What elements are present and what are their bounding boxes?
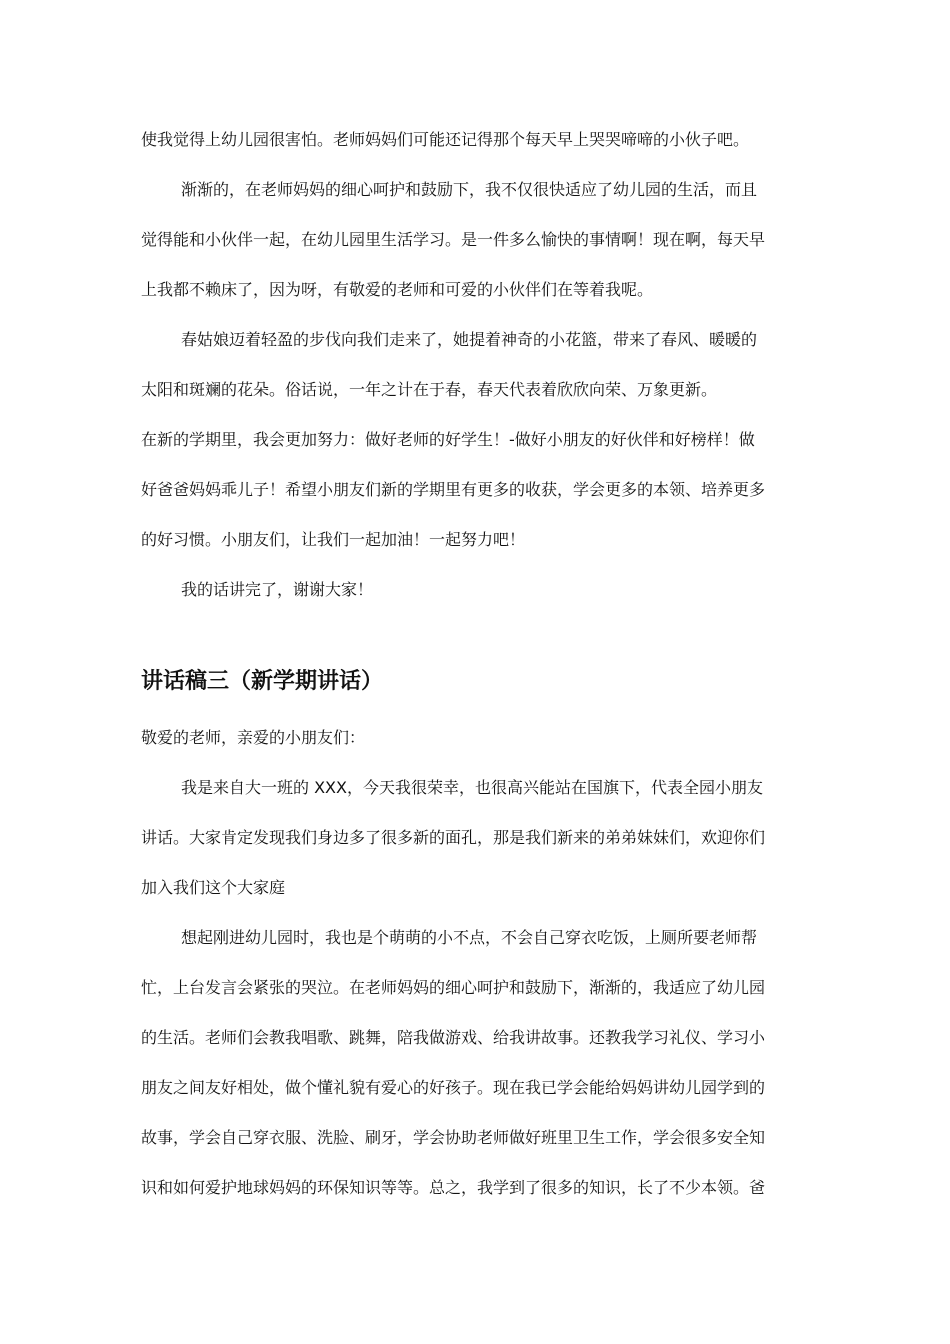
text-line: 在新的学期里，我会更加努力：做好老师的好学生！-做好小朋友的好伙伴和好榜样！做 bbox=[141, 430, 755, 449]
text-line: 上我都不赖床了，因为呀，有敬爱的老师和可爱的小伙伴们在等着我呢。 bbox=[141, 280, 654, 299]
text-line: 朋友之间友好相处，做个懂礼貌有爱心的好孩子。现在我已学会能给妈妈讲幼儿园学到的 bbox=[141, 1078, 766, 1097]
text-line: 的生活。老师们会教我唱歌、跳舞，陪我做游戏、给我讲故事。还教我学习礼仪、学习小 bbox=[141, 1028, 766, 1047]
text-line: 春姑娘迈着轻盈的步伐向我们走来了，她提着神奇的小花篮，带来了春风、暖暖的 bbox=[181, 330, 758, 349]
text-line: 我的话讲完了，谢谢大家！ bbox=[181, 580, 374, 599]
text-line: 加入我们这个大家庭 bbox=[141, 878, 286, 897]
text-line: 渐渐的，在老师妈妈的细心呵护和鼓励下，我不仅很快适应了幼儿园的生活，而且 bbox=[181, 180, 758, 199]
text-line: 忙，上台发言会紧张的哭泣。在老师妈妈的细心呵护和鼓励下，渐渐的，我适应了幼儿园 bbox=[141, 978, 766, 997]
text-line: 想起刚进幼儿园时，我也是个萌萌的小不点，不会自己穿衣吃饭，上厕所要老师帮 bbox=[181, 928, 758, 947]
text-line: 讲话。大家肯定发现我们身边多了很多新的面孔，那是我们新来的弟弟妹妹们，欢迎你们 bbox=[141, 828, 766, 847]
text-line: 我是来自大一班的 XXX，今天我很荣幸，也很高兴能站在国旗下，代表全园小朋友 bbox=[181, 778, 763, 797]
greeting-line: 敬爱的老师，亲爱的小朋友们： bbox=[141, 728, 366, 747]
text-line: 太阳和斑斓的花朵。俗话说，一年之计在于春，春天代表着欣欣向荣、万象更新。 bbox=[141, 380, 718, 399]
text-line: 的好习惯。小朋友们，让我们一起加油！一起努力吧！ bbox=[141, 530, 526, 549]
text-line: 故事，学会自己穿衣服、洗脸、刷牙，学会协助老师做好班里卫生工作，学会很多安全知 bbox=[141, 1128, 766, 1147]
text-line: 使我觉得上幼儿园很害怕。老师妈妈们可能还记得那个每天早上哭哭啼啼的小伙子吧。 bbox=[141, 130, 750, 149]
text-line: 好爸爸妈妈乖儿子！希望小朋友们新的学期里有更多的收获，学会更多的本领、培养更多 bbox=[141, 480, 766, 499]
text-line: 识和如何爱护地球妈妈的环保知识等等。总之，我学到了很多的知识，长了不少本领。爸 bbox=[141, 1178, 766, 1197]
section-heading: 讲话稿三（新学期讲话） bbox=[141, 669, 384, 694]
text-line: 觉得能和小伙伴一起，在幼儿园里生活学习。是一件多么愉快的事情啊！现在啊，每天早 bbox=[141, 230, 766, 249]
